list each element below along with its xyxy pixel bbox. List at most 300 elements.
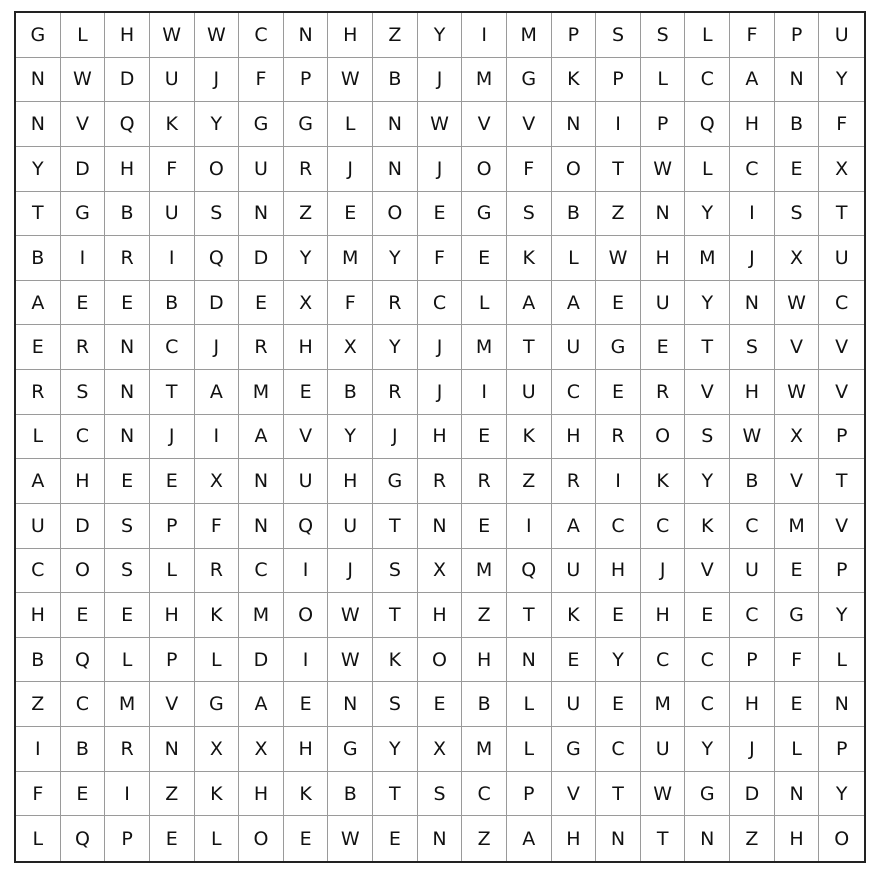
letter-cell[interactable]: L <box>641 58 686 103</box>
letter-cell[interactable]: N <box>239 504 284 549</box>
letter-cell[interactable]: P <box>819 549 864 594</box>
letter-cell[interactable]: D <box>195 281 240 326</box>
letter-cell[interactable]: Y <box>685 727 730 772</box>
letter-cell[interactable]: O <box>195 147 240 192</box>
letter-cell[interactable]: M <box>105 682 150 727</box>
letter-cell[interactable]: W <box>328 593 373 638</box>
letter-cell[interactable]: F <box>819 102 864 147</box>
letter-cell[interactable]: J <box>418 325 463 370</box>
letter-cell[interactable]: S <box>507 192 552 237</box>
letter-cell[interactable]: S <box>105 549 150 594</box>
letter-cell[interactable]: M <box>328 236 373 281</box>
letter-cell[interactable]: X <box>418 727 463 772</box>
letter-cell[interactable]: N <box>105 325 150 370</box>
letter-cell[interactable]: T <box>819 459 864 504</box>
letter-cell[interactable]: F <box>507 147 552 192</box>
letter-cell[interactable]: I <box>105 772 150 817</box>
letter-cell[interactable]: N <box>641 192 686 237</box>
letter-cell[interactable]: Y <box>195 102 240 147</box>
letter-cell[interactable]: U <box>730 549 775 594</box>
letter-cell[interactable]: Y <box>373 727 418 772</box>
letter-cell[interactable]: G <box>61 192 106 237</box>
letter-cell[interactable]: G <box>596 325 641 370</box>
letter-cell[interactable]: E <box>284 370 329 415</box>
letter-cell[interactable]: N <box>105 415 150 460</box>
letter-cell[interactable]: U <box>284 459 329 504</box>
letter-cell[interactable]: K <box>685 504 730 549</box>
letter-cell[interactable]: Y <box>819 593 864 638</box>
letter-cell[interactable]: A <box>552 281 597 326</box>
letter-cell[interactable]: Z <box>373 13 418 58</box>
letter-cell[interactable]: B <box>61 727 106 772</box>
letter-cell[interactable]: T <box>373 504 418 549</box>
letter-cell[interactable]: Q <box>284 504 329 549</box>
letter-cell[interactable]: U <box>819 236 864 281</box>
letter-cell[interactable]: G <box>328 727 373 772</box>
letter-cell[interactable]: C <box>730 504 775 549</box>
letter-cell[interactable]: V <box>150 682 195 727</box>
letter-cell[interactable]: B <box>16 236 61 281</box>
letter-cell[interactable]: U <box>552 682 597 727</box>
letter-cell[interactable]: G <box>507 58 552 103</box>
letter-cell[interactable]: F <box>195 504 240 549</box>
letter-cell[interactable]: D <box>61 147 106 192</box>
letter-cell[interactable]: I <box>16 727 61 772</box>
letter-cell[interactable]: J <box>418 58 463 103</box>
letter-cell[interactable]: O <box>61 549 106 594</box>
letter-cell[interactable]: V <box>462 102 507 147</box>
letter-cell[interactable]: Q <box>61 816 106 861</box>
letter-cell[interactable]: K <box>552 593 597 638</box>
letter-cell[interactable]: W <box>730 415 775 460</box>
letter-cell[interactable]: H <box>284 325 329 370</box>
letter-cell[interactable]: Z <box>730 816 775 861</box>
letter-cell[interactable]: B <box>105 192 150 237</box>
letter-cell[interactable]: M <box>462 549 507 594</box>
letter-cell[interactable]: M <box>685 236 730 281</box>
letter-cell[interactable]: C <box>685 638 730 683</box>
letter-cell[interactable]: I <box>195 415 240 460</box>
letter-cell[interactable]: Y <box>819 772 864 817</box>
letter-cell[interactable]: P <box>284 58 329 103</box>
letter-cell[interactable]: Z <box>284 192 329 237</box>
letter-cell[interactable]: F <box>328 281 373 326</box>
letter-cell[interactable]: A <box>239 415 284 460</box>
letter-cell[interactable]: J <box>373 415 418 460</box>
letter-cell[interactable]: L <box>150 549 195 594</box>
letter-cell[interactable]: J <box>418 370 463 415</box>
letter-cell[interactable]: S <box>195 192 240 237</box>
letter-cell[interactable]: M <box>239 370 284 415</box>
letter-cell[interactable]: L <box>105 638 150 683</box>
letter-cell[interactable]: S <box>373 549 418 594</box>
letter-cell[interactable]: P <box>150 638 195 683</box>
letter-cell[interactable]: F <box>16 772 61 817</box>
letter-cell[interactable]: N <box>16 58 61 103</box>
letter-cell[interactable]: W <box>775 370 820 415</box>
letter-cell[interactable]: E <box>61 772 106 817</box>
letter-cell[interactable]: K <box>552 58 597 103</box>
letter-cell[interactable]: U <box>552 325 597 370</box>
letter-cell[interactable]: U <box>641 727 686 772</box>
letter-cell[interactable]: Y <box>284 236 329 281</box>
letter-cell[interactable]: T <box>507 325 552 370</box>
letter-cell[interactable]: V <box>775 459 820 504</box>
letter-cell[interactable]: P <box>507 772 552 817</box>
letter-cell[interactable]: E <box>596 281 641 326</box>
letter-cell[interactable]: R <box>462 459 507 504</box>
letter-cell[interactable]: E <box>462 415 507 460</box>
letter-cell[interactable]: J <box>641 549 686 594</box>
letter-cell[interactable]: S <box>641 13 686 58</box>
letter-cell[interactable]: R <box>373 281 418 326</box>
letter-cell[interactable]: S <box>596 13 641 58</box>
letter-cell[interactable]: M <box>462 58 507 103</box>
letter-cell[interactable]: N <box>552 102 597 147</box>
letter-cell[interactable]: T <box>685 325 730 370</box>
letter-cell[interactable]: X <box>775 236 820 281</box>
letter-cell[interactable]: E <box>150 459 195 504</box>
letter-cell[interactable]: E <box>418 682 463 727</box>
letter-cell[interactable]: L <box>16 415 61 460</box>
letter-cell[interactable]: U <box>150 192 195 237</box>
letter-cell[interactable]: E <box>462 236 507 281</box>
letter-cell[interactable]: A <box>730 58 775 103</box>
letter-cell[interactable]: E <box>552 638 597 683</box>
letter-cell[interactable]: J <box>328 549 373 594</box>
letter-cell[interactable]: L <box>507 727 552 772</box>
letter-cell[interactable]: T <box>373 772 418 817</box>
letter-cell[interactable]: L <box>685 147 730 192</box>
letter-cell[interactable]: F <box>775 638 820 683</box>
letter-cell[interactable]: R <box>284 147 329 192</box>
letter-cell[interactable]: W <box>641 147 686 192</box>
letter-cell[interactable]: T <box>16 192 61 237</box>
letter-cell[interactable]: C <box>730 147 775 192</box>
letter-cell[interactable]: C <box>150 325 195 370</box>
letter-cell[interactable]: H <box>239 772 284 817</box>
letter-cell[interactable]: I <box>730 192 775 237</box>
letter-cell[interactable]: W <box>61 58 106 103</box>
letter-cell[interactable]: N <box>418 504 463 549</box>
letter-cell[interactable]: E <box>328 192 373 237</box>
letter-cell[interactable]: G <box>462 192 507 237</box>
letter-cell[interactable]: C <box>730 593 775 638</box>
letter-cell[interactable]: I <box>284 638 329 683</box>
letter-cell[interactable]: U <box>328 504 373 549</box>
letter-cell[interactable]: E <box>685 593 730 638</box>
letter-cell[interactable]: L <box>195 816 240 861</box>
letter-cell[interactable]: O <box>239 816 284 861</box>
letter-cell[interactable]: C <box>462 772 507 817</box>
letter-cell[interactable]: Z <box>596 192 641 237</box>
letter-cell[interactable]: E <box>61 281 106 326</box>
letter-cell[interactable]: W <box>596 236 641 281</box>
letter-cell[interactable]: H <box>418 415 463 460</box>
letter-cell[interactable]: V <box>685 549 730 594</box>
letter-cell[interactable]: H <box>105 147 150 192</box>
letter-cell[interactable]: H <box>105 13 150 58</box>
letter-cell[interactable]: E <box>641 325 686 370</box>
letter-cell[interactable]: B <box>462 682 507 727</box>
letter-cell[interactable]: X <box>819 147 864 192</box>
letter-cell[interactable]: N <box>685 816 730 861</box>
letter-cell[interactable]: H <box>328 459 373 504</box>
letter-cell[interactable]: R <box>105 236 150 281</box>
letter-cell[interactable]: O <box>373 192 418 237</box>
letter-cell[interactable]: L <box>61 13 106 58</box>
letter-cell[interactable]: A <box>195 370 240 415</box>
letter-cell[interactable]: N <box>775 58 820 103</box>
letter-cell[interactable]: E <box>775 147 820 192</box>
letter-cell[interactable]: E <box>150 816 195 861</box>
letter-cell[interactable]: P <box>150 504 195 549</box>
letter-cell[interactable]: P <box>775 13 820 58</box>
letter-cell[interactable]: H <box>284 727 329 772</box>
letter-cell[interactable]: Z <box>507 459 552 504</box>
letter-cell[interactable]: N <box>105 370 150 415</box>
letter-cell[interactable]: P <box>730 638 775 683</box>
letter-cell[interactable]: E <box>239 281 284 326</box>
letter-cell[interactable]: T <box>641 816 686 861</box>
letter-cell[interactable]: F <box>150 147 195 192</box>
letter-cell[interactable]: V <box>775 325 820 370</box>
letter-cell[interactable]: F <box>730 13 775 58</box>
letter-cell[interactable]: W <box>328 638 373 683</box>
letter-cell[interactable]: Y <box>685 281 730 326</box>
letter-cell[interactable]: B <box>150 281 195 326</box>
letter-cell[interactable]: D <box>730 772 775 817</box>
letter-cell[interactable]: J <box>730 236 775 281</box>
letter-cell[interactable]: F <box>418 236 463 281</box>
letter-cell[interactable]: W <box>195 13 240 58</box>
letter-cell[interactable]: L <box>328 102 373 147</box>
letter-cell[interactable]: L <box>819 638 864 683</box>
letter-cell[interactable]: R <box>552 459 597 504</box>
letter-cell[interactable]: Y <box>418 13 463 58</box>
letter-cell[interactable]: A <box>239 682 284 727</box>
letter-cell[interactable]: M <box>239 593 284 638</box>
letter-cell[interactable]: A <box>552 504 597 549</box>
letter-cell[interactable]: Y <box>373 236 418 281</box>
letter-cell[interactable]: N <box>596 816 641 861</box>
letter-cell[interactable]: G <box>239 102 284 147</box>
letter-cell[interactable]: J <box>328 147 373 192</box>
letter-cell[interactable]: N <box>819 682 864 727</box>
letter-cell[interactable]: B <box>328 370 373 415</box>
letter-cell[interactable]: B <box>730 459 775 504</box>
letter-cell[interactable]: W <box>328 816 373 861</box>
letter-cell[interactable]: K <box>641 459 686 504</box>
letter-cell[interactable]: R <box>105 727 150 772</box>
letter-cell[interactable]: U <box>239 147 284 192</box>
letter-cell[interactable]: I <box>462 370 507 415</box>
letter-cell[interactable]: P <box>819 415 864 460</box>
letter-cell[interactable]: E <box>596 370 641 415</box>
letter-cell[interactable]: C <box>641 638 686 683</box>
letter-cell[interactable]: N <box>150 727 195 772</box>
letter-cell[interactable]: H <box>418 593 463 638</box>
letter-cell[interactable]: L <box>552 236 597 281</box>
letter-cell[interactable]: G <box>195 682 240 727</box>
letter-cell[interactable]: G <box>284 102 329 147</box>
letter-cell[interactable]: H <box>552 816 597 861</box>
letter-cell[interactable]: M <box>507 13 552 58</box>
letter-cell[interactable]: S <box>730 325 775 370</box>
letter-cell[interactable]: H <box>730 102 775 147</box>
letter-cell[interactable]: N <box>775 772 820 817</box>
letter-cell[interactable]: H <box>150 593 195 638</box>
letter-cell[interactable]: C <box>61 415 106 460</box>
letter-cell[interactable]: W <box>641 772 686 817</box>
letter-cell[interactable]: Y <box>328 415 373 460</box>
letter-cell[interactable]: N <box>16 102 61 147</box>
letter-cell[interactable]: E <box>284 816 329 861</box>
letter-cell[interactable]: A <box>16 459 61 504</box>
letter-cell[interactable]: C <box>641 504 686 549</box>
letter-cell[interactable]: R <box>61 325 106 370</box>
letter-cell[interactable]: Y <box>685 459 730 504</box>
letter-cell[interactable]: O <box>418 638 463 683</box>
letter-cell[interactable]: Z <box>16 682 61 727</box>
letter-cell[interactable]: E <box>105 593 150 638</box>
letter-cell[interactable]: J <box>195 58 240 103</box>
letter-cell[interactable]: Z <box>462 816 507 861</box>
letter-cell[interactable]: O <box>462 147 507 192</box>
letter-cell[interactable]: E <box>61 593 106 638</box>
letter-cell[interactable]: Q <box>195 236 240 281</box>
letter-cell[interactable]: U <box>507 370 552 415</box>
letter-cell[interactable]: H <box>16 593 61 638</box>
letter-cell[interactable]: G <box>552 727 597 772</box>
letter-cell[interactable]: C <box>239 549 284 594</box>
letter-cell[interactable]: M <box>462 325 507 370</box>
letter-cell[interactable]: S <box>418 772 463 817</box>
letter-cell[interactable]: I <box>150 236 195 281</box>
letter-cell[interactable]: E <box>373 816 418 861</box>
letter-cell[interactable]: W <box>775 281 820 326</box>
letter-cell[interactable]: X <box>195 459 240 504</box>
letter-cell[interactable]: K <box>507 415 552 460</box>
letter-cell[interactable]: D <box>239 236 284 281</box>
letter-cell[interactable]: X <box>284 281 329 326</box>
letter-cell[interactable]: R <box>195 549 240 594</box>
letter-cell[interactable]: R <box>596 415 641 460</box>
letter-cell[interactable]: J <box>195 325 240 370</box>
letter-cell[interactable]: S <box>61 370 106 415</box>
letter-cell[interactable]: H <box>775 816 820 861</box>
letter-cell[interactable]: G <box>685 772 730 817</box>
letter-cell[interactable]: X <box>328 325 373 370</box>
letter-cell[interactable]: P <box>641 102 686 147</box>
letter-cell[interactable]: R <box>641 370 686 415</box>
letter-cell[interactable]: O <box>834 827 850 850</box>
letter-cell[interactable]: W <box>328 58 373 103</box>
letter-cell[interactable]: T <box>150 370 195 415</box>
letter-cell[interactable]: E <box>105 459 150 504</box>
letter-cell[interactable]: C <box>418 281 463 326</box>
letter-cell[interactable]: K <box>150 102 195 147</box>
letter-cell[interactable]: I <box>596 102 641 147</box>
letter-cell[interactable]: J <box>418 147 463 192</box>
letter-cell[interactable]: S <box>373 682 418 727</box>
letter-cell[interactable]: S <box>775 192 820 237</box>
letter-cell[interactable]: R <box>16 370 61 415</box>
letter-cell[interactable]: L <box>775 727 820 772</box>
letter-cell[interactable]: D <box>61 504 106 549</box>
letter-cell[interactable]: U <box>16 504 61 549</box>
letter-cell[interactable]: E <box>462 504 507 549</box>
letter-cell[interactable]: C <box>685 58 730 103</box>
letter-cell[interactable]: A <box>507 281 552 326</box>
letter-cell[interactable]: K <box>373 638 418 683</box>
letter-cell[interactable]: I <box>507 504 552 549</box>
letter-cell[interactable]: E <box>16 325 61 370</box>
letter-cell[interactable]: B <box>552 192 597 237</box>
letter-cell[interactable]: G <box>775 593 820 638</box>
letter-cell[interactable]: R <box>418 459 463 504</box>
letter-cell[interactable]: E <box>596 682 641 727</box>
letter-cell[interactable]: P <box>819 727 864 772</box>
letter-cell[interactable]: V <box>819 370 864 415</box>
letter-cell[interactable]: C <box>61 682 106 727</box>
letter-cell[interactable]: C <box>685 682 730 727</box>
letter-cell[interactable]: Y <box>819 58 864 103</box>
letter-cell[interactable]: C <box>819 281 864 326</box>
letter-cell[interactable]: K <box>195 593 240 638</box>
letter-cell[interactable]: T <box>596 772 641 817</box>
letter-cell[interactable]: B <box>775 102 820 147</box>
letter-cell[interactable]: E <box>105 281 150 326</box>
letter-cell[interactable]: H <box>328 13 373 58</box>
letter-cell[interactable]: Z <box>150 772 195 817</box>
letter-cell[interactable]: H <box>61 459 106 504</box>
letter-cell[interactable]: F <box>239 58 284 103</box>
letter-cell[interactable]: H <box>730 682 775 727</box>
letter-cell[interactable]: R <box>239 325 284 370</box>
letter-cell[interactable]: Q <box>685 102 730 147</box>
letter-cell[interactable]: U <box>641 281 686 326</box>
letter-cell[interactable]: W <box>150 13 195 58</box>
letter-cell[interactable]: X <box>775 415 820 460</box>
letter-cell[interactable]: G <box>373 459 418 504</box>
letter-cell[interactable]: A <box>16 281 61 326</box>
letter-cell[interactable]: Q <box>507 549 552 594</box>
letter-cell[interactable]: A <box>507 816 552 861</box>
letter-cell[interactable]: L <box>462 281 507 326</box>
letter-cell[interactable]: C <box>596 727 641 772</box>
letter-cell[interactable]: J <box>150 415 195 460</box>
letter-cell[interactable]: Y <box>373 325 418 370</box>
letter-cell[interactable]: B <box>373 58 418 103</box>
letter-cell[interactable]: V <box>284 415 329 460</box>
letter-cell[interactable]: V <box>819 325 864 370</box>
letter-cell[interactable]: Y <box>685 192 730 237</box>
letter-cell[interactable]: L <box>685 13 730 58</box>
letter-cell[interactable]: Y <box>596 638 641 683</box>
letter-cell[interactable]: K <box>195 772 240 817</box>
letter-cell[interactable]: Y <box>16 147 61 192</box>
letter-cell[interactable]: U <box>150 58 195 103</box>
letter-cell[interactable]: V <box>819 504 864 549</box>
letter-cell[interactable]: O <box>284 593 329 638</box>
letter-cell[interactable]: L <box>195 638 240 683</box>
letter-cell[interactable]: N <box>373 147 418 192</box>
letter-cell[interactable]: M <box>641 682 686 727</box>
letter-cell[interactable]: T <box>596 147 641 192</box>
letter-cell[interactable]: B <box>16 638 61 683</box>
letter-cell[interactable]: V <box>685 370 730 415</box>
